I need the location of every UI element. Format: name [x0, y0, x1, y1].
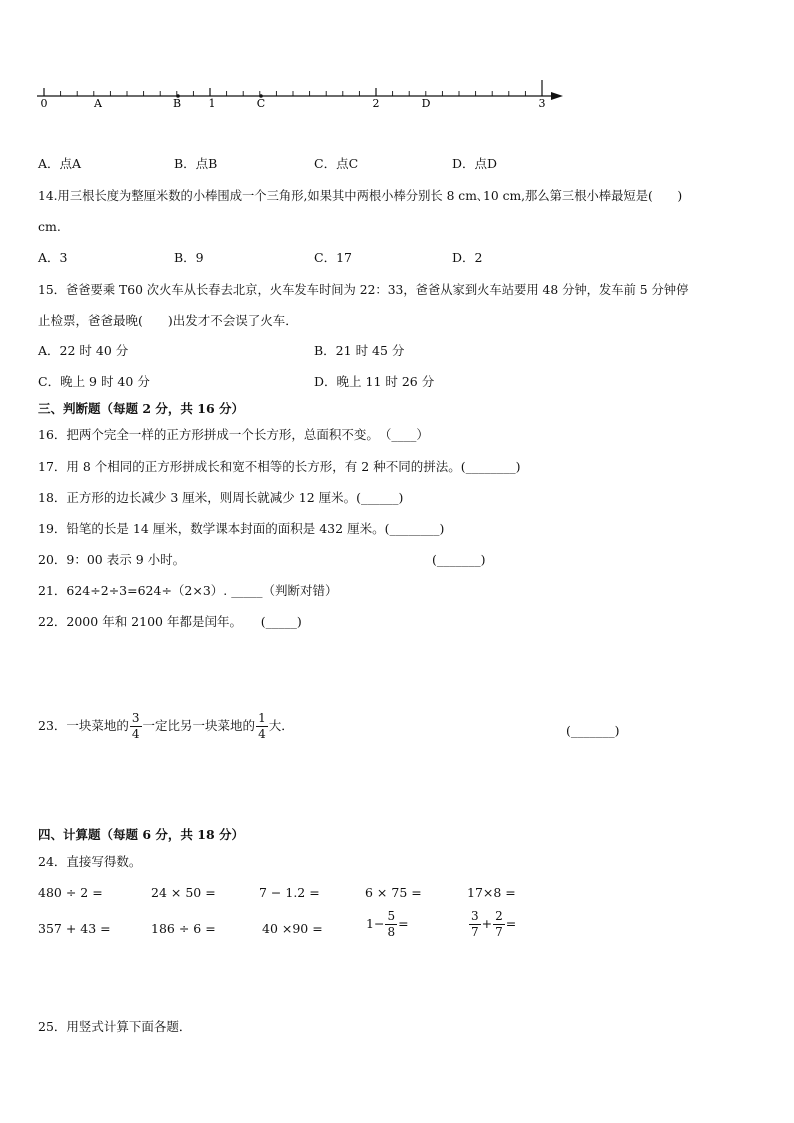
q24-title: 24．直接写得数。 — [38, 854, 142, 869]
calc-r1-c1: 480 ÷ 2 = — [38, 885, 103, 900]
calc-fraction-2-7 — [493, 910, 505, 938]
q16-text: 16．把两个完全一样的正方形拼成一个长方形，总面积不变。 （____） — [38, 427, 429, 442]
label-C: C — [256, 97, 266, 110]
q23-fraction-1-4 — [256, 712, 268, 740]
section4-title: 四、计算题（每题 6 分，共 18 分） — [38, 827, 245, 842]
calc-r1-c4: 6 × 75 = — [365, 885, 422, 900]
calc-r1-c5: 17×8 = — [467, 885, 516, 900]
q23-middle: 一定比另一块菜地的 — [142, 717, 256, 733]
label-2: 2 — [372, 97, 380, 110]
q13-option-a: A．点A — [38, 156, 82, 171]
q23-blank: (_______) — [566, 723, 620, 738]
calc-plus: + — [481, 915, 493, 931]
calc-mixed-whole: 1− — [366, 915, 385, 931]
q14-text-line1: 14.用三根长度为整厘米数的小棒围成一个三角形,如果其中两根小棒分别长 8 cm､10 cm,那么第三根小棒最短是( ) — [38, 189, 683, 203]
q14-option-b: B．9 — [174, 250, 204, 265]
q25-title: 25．用竖式计算下面各题． — [38, 1019, 192, 1034]
q15-option-d: D．晚上 11 时 26 分 — [314, 374, 435, 389]
q15-option-a: A．22 时 40 分 — [38, 343, 129, 358]
calc-r2-c5 — [468, 910, 516, 938]
q23-frac1-den: 4 — [131, 726, 140, 741]
section3-title: 三、判断题（每题 2 分，共 16 分） — [38, 401, 245, 416]
number-line — [30, 76, 570, 112]
calc-frac-5-8-den: 8 — [387, 924, 396, 939]
q23-frac2-num: 1 — [258, 711, 266, 725]
q23-suffix: 大． — [268, 717, 294, 733]
calc-frac-2-7-num: 2 — [495, 909, 503, 923]
calc-r2-c1: 357 + 43 = — [38, 921, 111, 936]
q15-option-b: B．21 时 45 分 — [314, 343, 405, 358]
label-0: 0 — [40, 97, 48, 110]
label-1: 1 — [208, 97, 216, 110]
q20-text: 20．9：00 表示 9 小时。 — [38, 552, 186, 567]
q20-blank: (_______) — [432, 552, 486, 567]
q15-option-c: C．晚上 9 时 40 分 — [38, 374, 150, 389]
number-line-ticks — [44, 80, 542, 96]
calc-mixed-equals: = — [398, 915, 409, 931]
calc-r2-c3: 40 ×90 = — [262, 921, 323, 936]
calc-fraction-5-8 — [385, 910, 397, 938]
number-line-arrow — [551, 92, 563, 100]
q23-prefix: 23．一块菜地的 — [38, 717, 129, 733]
label-3: 3 — [538, 97, 546, 110]
label-A: A — [94, 97, 102, 110]
label-D: D — [421, 97, 431, 110]
q13-option-c: C．点C — [314, 156, 359, 171]
calc-frac-2-7-den: 7 — [495, 924, 503, 939]
q19-text: 19．铅笔的长是 14 厘米，数学课本封面的面积是 432 厘米。(________) — [38, 521, 445, 536]
calc-frac-3-7-den: 7 — [471, 924, 479, 939]
q15-text-line2: 止检票，爸爸最晚( )出发才不会误了火车． — [38, 313, 298, 328]
calc-frac-5-8-num: 5 — [387, 909, 396, 923]
label-B: B — [172, 97, 182, 110]
q21-text: 21．624÷2÷3=624÷（2×3）. _____（判断对错） — [38, 583, 338, 598]
q22-text: 22．2000 年和 2100 年都是闰年。 (_____) — [38, 614, 302, 629]
q13-option-b: B．点B — [174, 156, 218, 171]
q13-option-d: D．点D — [452, 156, 498, 171]
calc-r2-c2: 186 ÷ 6 = — [151, 921, 216, 936]
q14-option-d: D．2 — [452, 250, 483, 265]
q17-text: 17．用 8 个相同的正方形拼成长和宽不相等的长方形，有 2 种不同的拼法。(________) — [38, 459, 521, 474]
q23-fraction-3-4 — [130, 712, 142, 740]
q14-option-a: A．3 — [38, 250, 68, 265]
calc-sum-equals: = — [505, 915, 517, 931]
calc-r1-c3: 7 − 1.2 = — [259, 885, 320, 900]
calc-r1-c2: 24 × 50 = — [151, 885, 216, 900]
q23-frac2-den: 4 — [258, 726, 266, 741]
q23-frac1-num: 3 — [131, 711, 140, 725]
calc-frac-3-7-num: 3 — [471, 909, 479, 923]
q14-option-c: C．17 — [314, 250, 352, 265]
calc-fraction-3-7 — [469, 910, 481, 938]
q14-text-line2: cm. — [38, 219, 61, 234]
q15-text-line1: 15．爸爸要乘 T60 次火车从长春去北京，火车发车时间为 22：33，爸爸从家到火车站要用 48 分钟，发车前 5 分钟停 — [38, 283, 689, 297]
q23-text — [38, 712, 294, 740]
q18-text: 18．正方形的边长减少 3 厘米，则周长就减少 12 厘米。(______) — [38, 490, 404, 505]
calc-r2-c4 — [366, 910, 409, 938]
